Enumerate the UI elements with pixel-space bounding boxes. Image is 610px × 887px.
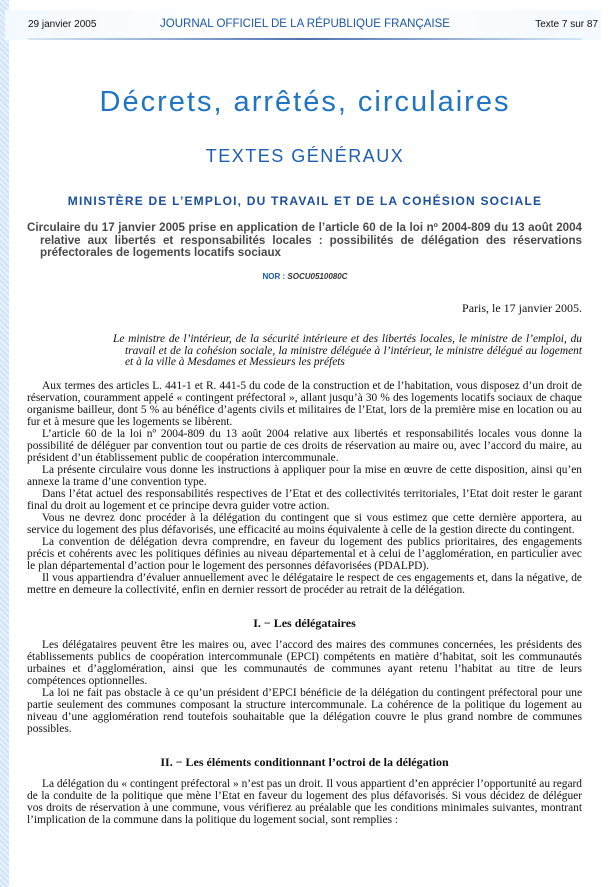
section-heading: II. − Les éléments conditionnant l’octroi de la délégation — [160, 755, 449, 769]
header-text-count: Texte 7 sur 87 — [535, 19, 598, 30]
circulaire-title: Circulaire du 17 janvier 2005 prise en application de l’article 60 de la loi nº 2004-809 du 13 août 2004 relative aux libertés et responsabilités locales : possibilités de délégation des réservations préfectorales de logements locatifs sociaux — [27, 221, 582, 259]
paragraph: La loi ne fait pas obstacle à ce qu’un président d’EPCI bénéficie de la délégation du contingent préfectoral pour une partie seulement des communes composant la structure intercommunale. La cohérence de la politique du logement au niveau d’une agglomération rend toutefois souhaitable que la délégation couvre le plus grand nombre de communes possibles. — [27, 687, 582, 735]
paragraph: Dans l’état actuel des responsabilités respectives de l’Etat et des collectivités territoriales, l’Etat doit rester le garant final du droit au logement et ce principe devra guider votre action. — [27, 488, 582, 512]
paragraph: Aux termes des articles L. 441-1 et R. 441-5 du code de la construction et de l’habitation, vous disposez d’un droit de réservation, couramment appelé « contingent préfectoral », allant jusqu’à 30 % des logements locatifs sociaux de chaque organisme bailleur, dont 5 % au bénéfice d’agents civils et militaires de l’Etat, lors de la première mise en location ou au fur et à mesure que les logements se libèrent. — [27, 380, 582, 428]
paragraph: Il vous appartiendra d’évaluer annuellement avec le délégataire le respect de ces engagements et, dans la négative, de mettre en demeure la collectivité, enfin en dernier ressort de procéder au retrait de la délégation. — [27, 572, 582, 596]
header-date: 29 janvier 2005 — [28, 19, 97, 30]
left-border-strip — [0, 0, 9, 887]
document-body — [27, 380, 582, 826]
nor-value: SOCU0510080C — [287, 272, 348, 281]
paragraph: L’article 60 de la loi nº 2004-809 du 13 août 2004 relative aux libertés et responsabilités locales vous donne la possibilité de déléguer par convention tout ou partie de ces droits de réservation au maire ou, avec l’accord du maire, au président d’un établissement public de coopération intercommunale. — [27, 428, 582, 464]
page-subtitle: TEXTES GÉNÉRAUX — [205, 146, 405, 166]
place-date: Paris, le 17 janvier 2005. — [462, 301, 582, 315]
paragraph: La présente circulaire vous donne les instructions à appliquer pour la mise en œuvre de cette disposition, ainsi qu’en annexe la trame d’une convention type. — [27, 464, 582, 488]
header-journal-title: JOURNAL OFFICIEL DE LA RÉPUBLIQUE FRANÇAISE — [160, 18, 450, 30]
paragraph: Les délégataires peuvent être les maires ou, avec l’accord des maires des communes concernées, les présidents des établissements publics de coopération intercommunale (EPCI) compétents en matière d’habitat, soit les communautés urbaines et d’agglomération, ainsi que les communautés de communes ayant retenu l’habitat au titre de leurs compétences optionnelles. — [27, 639, 582, 687]
nor-reference — [0, 272, 610, 281]
section-heading: I. − Les délégataires — [253, 616, 356, 630]
paragraph: La délégation du « contingent préfectoral » n’est pas un droit. Il vous appartient d’en apprécier l’opportunité au regard de la conduite de la politique que mène l’Etat en faveur du logement des plus défavorisés. Si vous décidez de déléguer vos droits de réservation à une commune, vous vérifierez au préalable que les conditions minimales suivantes, montrant l’implication de la commune dans la politique du logement social, sont remplies : — [27, 778, 582, 826]
header-divider — [28, 38, 582, 40]
ministry-heading: MINISTÈRE DE L’EMPLOI, DU TRAVAIL ET DE LA COHÉSION SOCIALE — [67, 194, 543, 208]
nor-label: NOR : — [262, 272, 286, 281]
paragraph: Vous ne devrez donc procéder à la délégation du contingent que si vous estimez que cette dernière apportera, au service du logement des plus défavorisés, une efficacité au moins équivalente à celle de la gestion directe du contingent. — [27, 512, 582, 536]
addressees: Le ministre de l’intérieur, de la sécurité intérieure et des libertés locales, le ministre de l’emploi, du travail et de la cohésion sociale, la ministre déléguée à l’intérieur, le ministre délégué au logement et à la ville à Mesdames et Messieurs les préfets — [113, 333, 582, 368]
page-title: Décrets, arrêtés, circulaires — [99, 86, 511, 118]
paragraph: La convention de délégation devra comprendre, en faveur du logement des publics prioritaires, des engagements précis et cohérents avec les politiques définies au niveau départemental et à celui de l’agglomération, en particulier avec le plan départemental d’action pour le logement des personnes défavorisées (PDALPD). — [27, 536, 582, 572]
